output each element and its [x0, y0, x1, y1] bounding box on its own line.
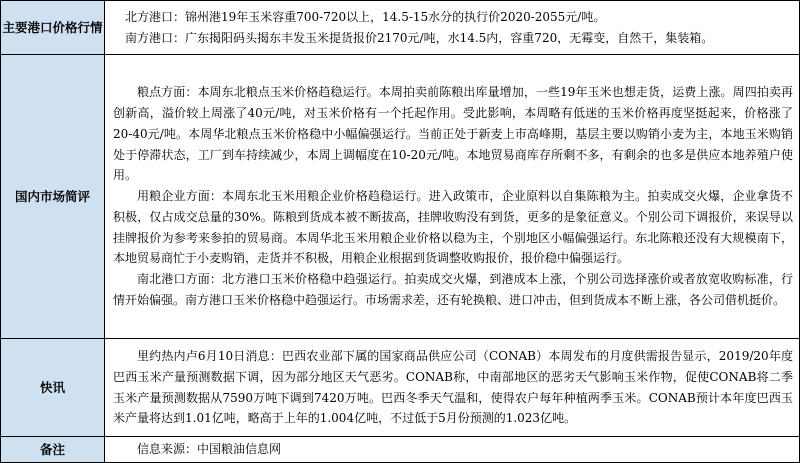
ports-label: 主要港口价格行情 [1, 1, 105, 55]
north-port-line: 北方港口：锦州港19年玉米容重700-720以上，14.5-15水分的执行价2020-2055元/吨。 [125, 9, 606, 24]
south-port-line: 南方港口：广东揭阳码头揭东丰发玉米提货报价2170元/吨，水14.5内，容重720，无霉变，自然干，集装箱。 [125, 30, 714, 45]
source-line: 信息来源：中国粮油信息网 [137, 442, 282, 456]
ports-paragraph: 南北港口方面：北方港口玉米价格稳中趋强运行。拍卖成交火爆，到港成本上涨，个别公司选择涨价或者放宽收购标准，行情开始偏强。南方港口玉米价格稳中趋强运行。市场需求差，还有轮换粮、进口冲击，但到货成本不断上涨，各公司借机挺价。 [113, 272, 793, 308]
ports-content [105, 1, 800, 55]
notes-label: 备注 [1, 437, 105, 463]
domestic-label: 国内市场简评 [1, 55, 105, 339]
grain-enterprise-paragraph: 用粮企业方面：本周东北玉米用粮企业价格趋稳运行。进入政策市，企业原料以自集陈粮为主。拍卖成交火爆，企业拿货不积极，仅占成交总量的30%。陈粮到货成本被不断拔高，挂牌收购没有到货，更多的是象征意义。个别公司下调报价，来误导以挂牌报价为参考来参拍的贸易商。本周华北玉米用粮企业价格以稳为主，个别地区小幅偏强运行。东北陈粮还没有大规模南下，本地贸易商忙于小麦购销，走货并不积极，用粮企业根据到货调整收购报价，报价稳中偏强运行。 [113, 189, 793, 266]
notes-row [1, 437, 800, 463]
news-row [1, 339, 800, 437]
news-paragraph: 里约热内卢6月10日消息：巴西农业部下属的国家商品供应公司（CONAB）本周发布的月度供需报告显示，2019/20年度巴西玉米产量预测数据下调，因为部分地区天气恶劣。CONAB称，中南部地区的恶劣天气影响玉米作物，促使CONAB将二季玉米产量预测数据从7590万吨下调到7420万吨。巴西冬季天气温和，使得农户每年种植两季玉米。CONAB预计本年度巴西玉米产量将达到1.01亿吨，略高于上年的1.004亿吨，不过低于5月份预测的1.023亿吨。 [113, 348, 793, 426]
news-label: 快讯 [1, 339, 105, 437]
ports-row [1, 1, 800, 55]
grain-point-paragraph: 粮点方面：本周东北粮点玉米价格趋稳运行。本周拍卖前陈粮出库量增加，一些19年玉米也想走货，运费上涨。周四拍卖再创新高，溢价较上周涨了40元/吨，对玉米价格有一个托起作用。受此影响，本周略有低迷的玉米价格再度坚挺起来，价格涨了20-40元/吨。本周华北粮点玉米价格稳中小幅偏强运行。当前正处于新麦上市高峰期，基层主要以购销小麦为主，本地玉米购销处于停滞状态，工厂到车持续减少，本周上调幅度在10-20元/吨。本地贸易商库存所剩不多，有剩余的也多是供应本地养殖户使用。 [113, 85, 793, 183]
news-content [105, 339, 800, 437]
domestic-content [105, 55, 800, 339]
notes-content [105, 437, 800, 463]
domestic-row [1, 55, 800, 339]
